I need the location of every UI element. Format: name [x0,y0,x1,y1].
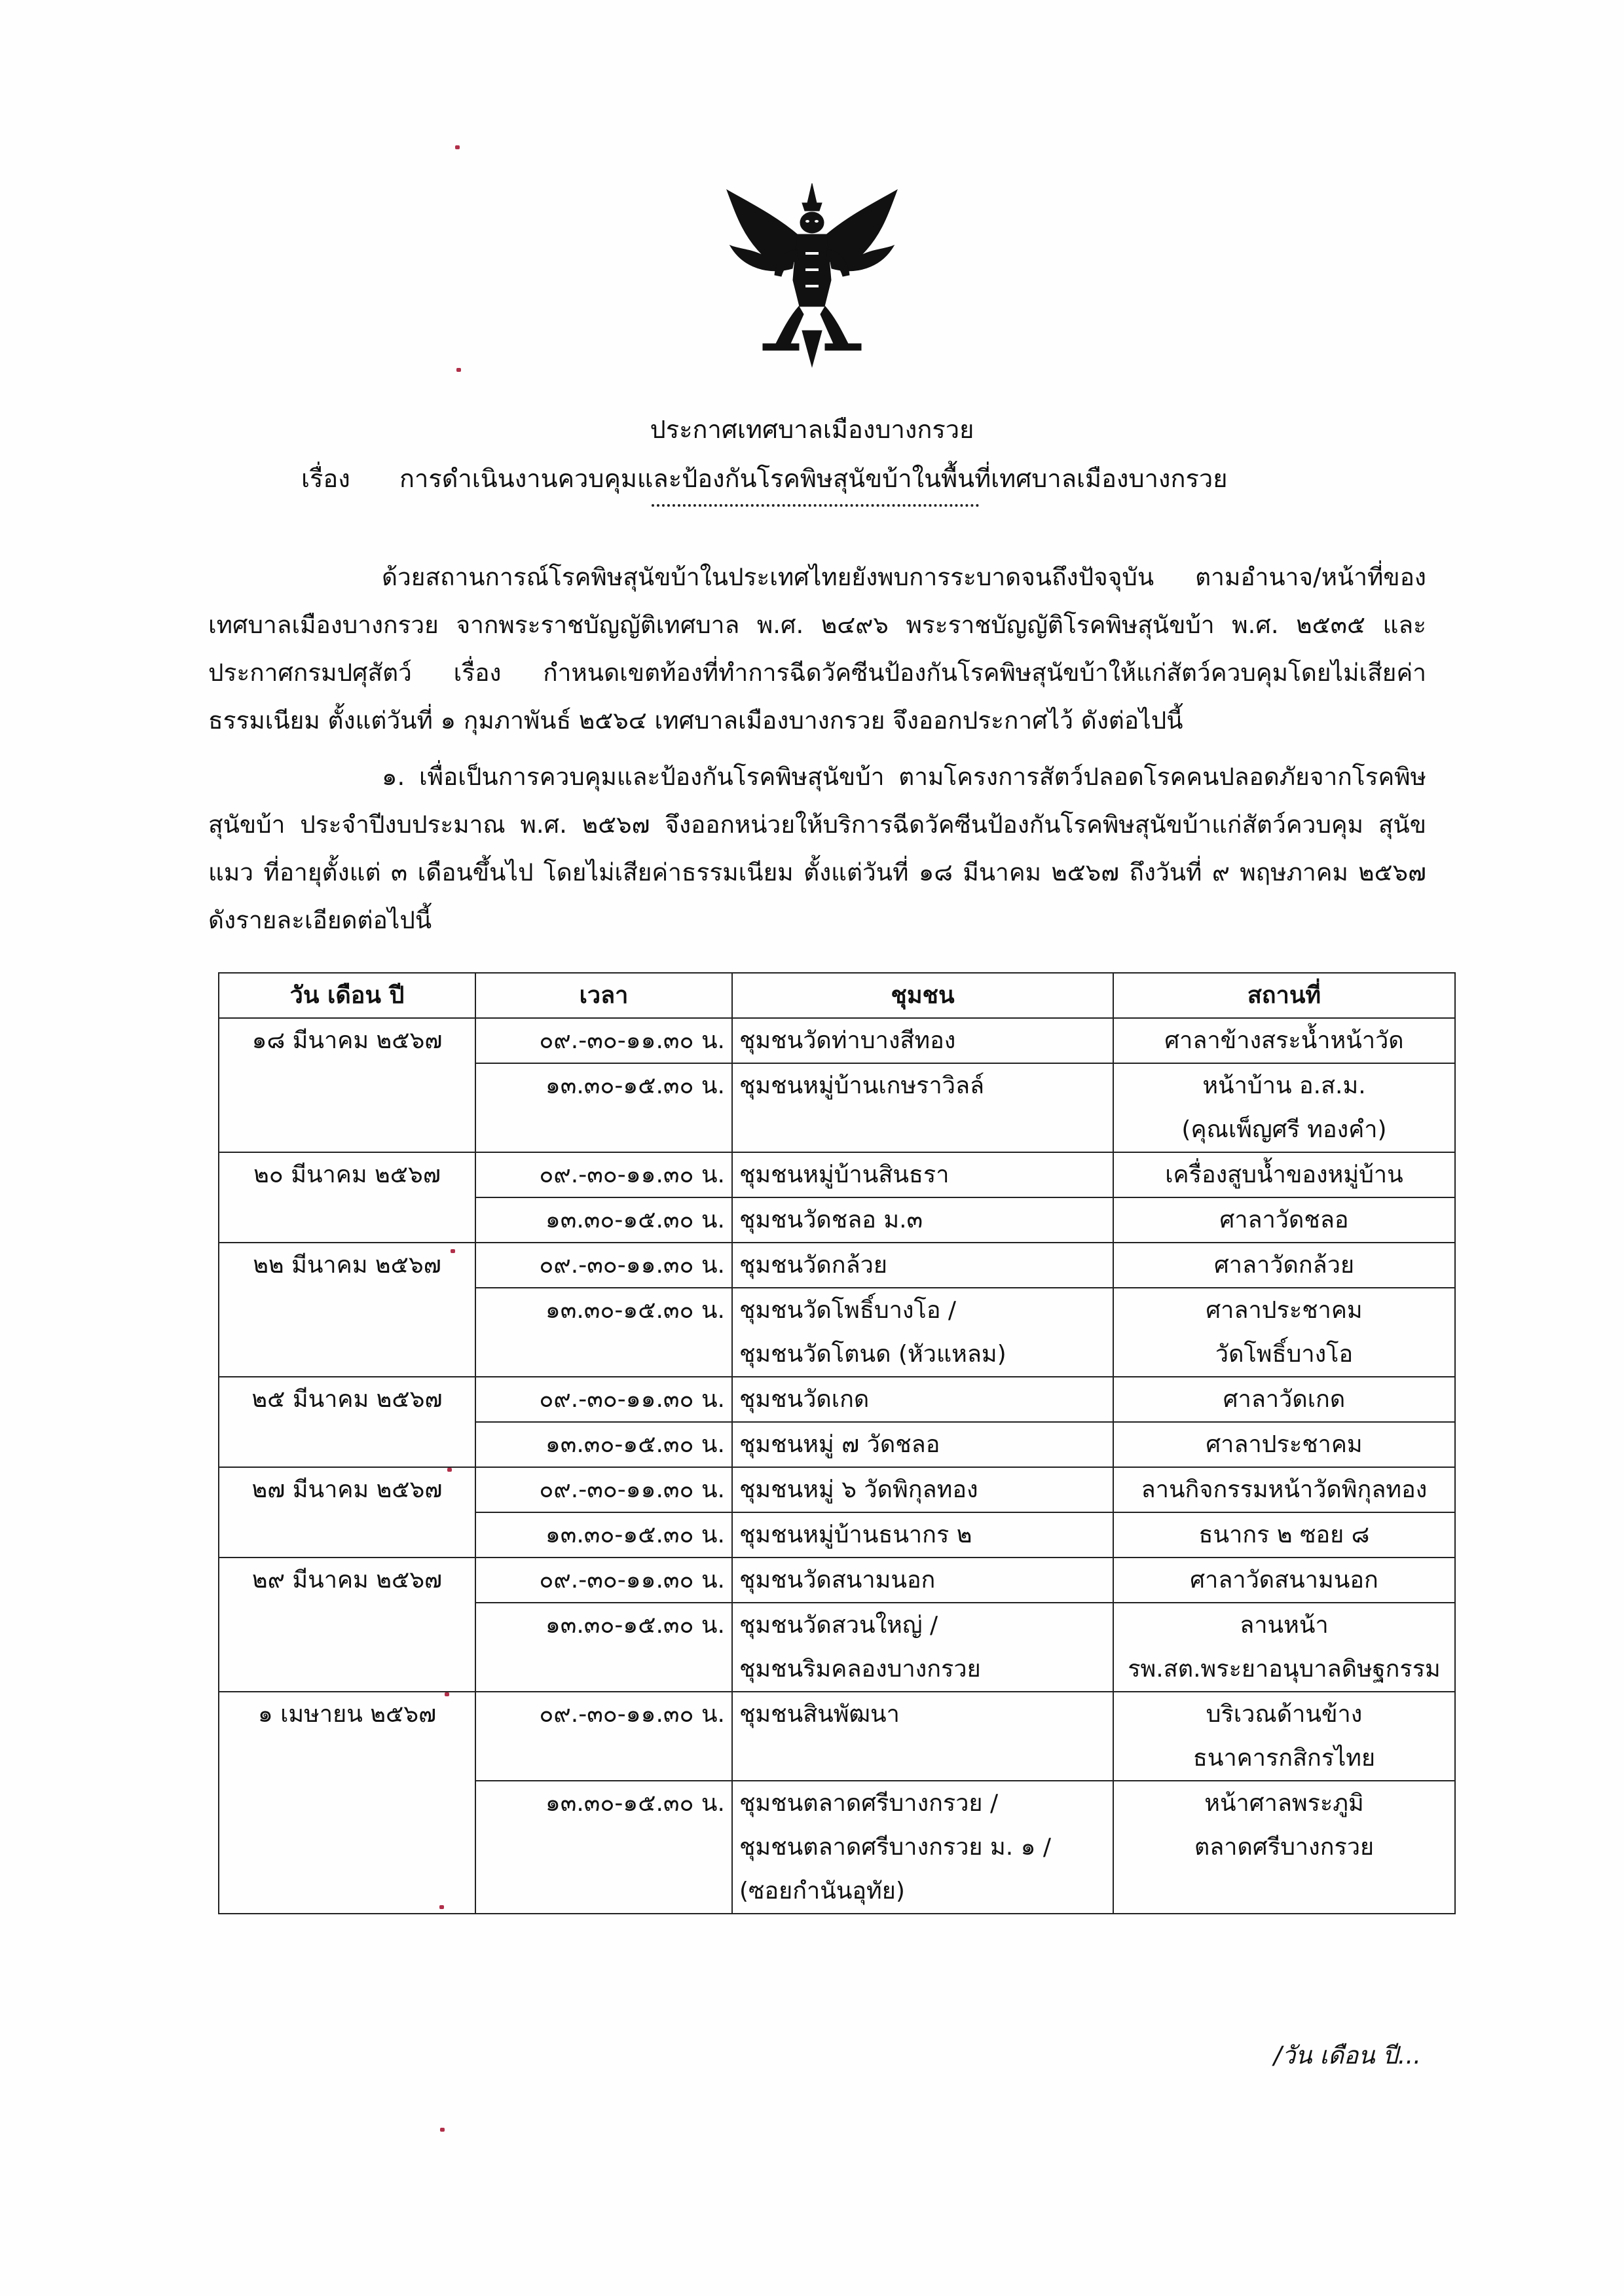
cell-community: ชุมชนสินพัฒนา [732,1692,1113,1781]
scan-speck [439,1905,444,1909]
table-row [219,1558,1455,1603]
table-row [219,1063,1455,1152]
intro-paragraph-text: ด้วยสถานการณ์โรคพิษสุนัขบ้าในประเทศไทยยังพบการระบาดจนถึงปัจจุบัน ตามอำนาจ/หน้าที่ของเทศบาลเมืองบางกรวย จากพระราชบัญญัติเทศบาล พ.ศ. ๒๔๙๖ พระราชบัญญัติโรคพิษสุนัขบ้า พ.ศ. ๒๕๓๕ และประกาศกรมปศุสัตว์ เรื่อง กำหนดเขตท้องที่ทำการฉีดวัคซีนป้องกันโรคพิษสุนัขบ้าให้แก่สัตว์ควบคุมโดยไม่เสียค่าธรรมเนียม ตั้งแต่วันที่ ๑ กุมภาพันธ์ ๒๕๖๔ เทศบาลเมืองบางกรวย จึงออกประกาศไว้ ดังต่อไปนี้ [208,563,1426,735]
subject-label: เรื่อง [301,464,350,493]
cell-place: ศาลาประชาคม วัดโพธิ์บางโอ [1113,1288,1455,1377]
cell-place: ศาลาวัดกล้วย [1113,1243,1455,1288]
cell-place: ศาลาวัดชลอ [1113,1197,1455,1243]
cell-community: ชุมชนหมู่บ้านเกษราวิลล์ [732,1063,1113,1152]
cell-place: ศาลาประชาคม [1113,1422,1455,1467]
cell-time: ๐๙.-๓๐-๑๑.๓๐ น. [475,1243,732,1288]
dotted-divider [652,504,979,507]
scan-speck [455,145,460,149]
announcement-title: ประกาศเทศบาลเมืองบางกรวย [650,415,974,444]
cell-place: หน้าบ้าน อ.ส.ม. (คุณเพ็ญศรี ทองคำ) [1113,1063,1455,1152]
cell-place: เครื่องสูบน้ำของหมู่บ้าน [1113,1152,1455,1197]
table-body [219,1018,1455,1914]
cell-time: ๐๙.-๓๐-๑๑.๓๐ น. [475,1467,732,1512]
table-row [219,1512,1455,1558]
cell-date [219,1781,475,1914]
cell-time: ๑๓.๓๐-๑๕.๓๐ น. [475,1781,732,1914]
cell-community: ชุมชนหมู่ ๗ วัดชลอ [732,1422,1113,1467]
table-row [219,1288,1455,1377]
table-row [219,1018,1455,1063]
cell-time: ๑๓.๓๐-๑๕.๓๐ น. [475,1197,732,1243]
cell-community: ชุมชนวัดชลอ ม.๓ [732,1197,1113,1243]
header-date: วัน เดือน ปี [219,973,475,1018]
cell-time: ๐๙.-๓๐-๑๑.๓๐ น. [475,1558,732,1603]
table-row [219,1422,1455,1467]
cell-date: ๒๐ มีนาคม ๒๕๖๗ [219,1152,475,1197]
cell-date: ๑๘ มีนาคม ๒๕๖๗ [219,1018,475,1063]
table-row [219,1467,1455,1512]
cell-community: ชุมชนหมู่บ้านธนากร ๒ [732,1512,1113,1558]
header-time: เวลา [475,973,732,1018]
header-place: สถานที่ [1113,973,1455,1018]
cell-date [219,1063,475,1152]
cell-place: หน้าศาลพระภูมิ ตลาดศรีบางกรวย [1113,1781,1455,1914]
table-row [219,1152,1455,1197]
cell-community: ชุมชนวัดสวนใหญ่ / ชุมชนริมคลองบางกรวย [732,1603,1113,1692]
cell-place: ธนากร ๒ ซอย ๘ [1113,1512,1455,1558]
cell-place: ศาลาข้างสระน้ำหน้าวัด [1113,1018,1455,1063]
table-row [219,1197,1455,1243]
cell-place: ศาลาวัดเกด [1113,1377,1455,1422]
cell-time: ๐๙.-๓๐-๑๑.๓๐ น. [475,1377,732,1422]
continuation-note: /วัน เดือน ปี... [1274,2041,1422,2069]
cell-place: ลานกิจกรรมหน้าวัดพิกุลทอง [1113,1467,1455,1512]
subject-line [301,458,1228,498]
cell-date: ๑ เมษายน ๒๕๖๗ [219,1692,475,1781]
table-row [219,1243,1455,1288]
cell-community: ชุมชนวัดโพธิ์บางโอ / ชุมชนวัดโตนด (หัวแหลม) [732,1288,1113,1377]
table-row [219,1377,1455,1422]
scan-speck [440,2128,445,2132]
cell-time: ๐๙.-๓๐-๑๑.๓๐ น. [475,1692,732,1781]
table-header-row [219,973,1455,1018]
cell-time: ๑๓.๓๐-๑๕.๓๐ น. [475,1422,732,1467]
cell-time: ๐๙.-๓๐-๑๑.๓๐ น. [475,1152,732,1197]
header-community: ชุมชน [732,973,1113,1018]
cell-place: บริเวณด้านข้าง ธนาคารกสิกรไทย [1113,1692,1455,1781]
intro-paragraph [208,553,1426,744]
cell-date [219,1512,475,1558]
cell-community: ชุมชนวัดสนามนอก [732,1558,1113,1603]
cell-date [219,1197,475,1243]
table-row [219,1781,1455,1914]
cell-date: ๒๙ มีนาคม ๒๕๖๗ [219,1558,475,1603]
cell-place: ศาลาวัดสนามนอก [1113,1558,1455,1603]
cell-date: ๒๗ มีนาคม ๒๕๖๗ [219,1467,475,1512]
scan-speck [456,368,461,372]
table-row [219,1692,1455,1781]
garuda-emblem-icon [724,177,900,373]
vaccination-schedule-table [218,972,1456,1914]
cell-time: ๑๓.๓๐-๑๕.๓๐ น. [475,1288,732,1377]
scan-speck [451,1249,455,1253]
cell-community: ชุมชนวัดท่าบางสีทอง [732,1018,1113,1063]
cell-date [219,1288,475,1377]
cell-date [219,1422,475,1467]
cell-date: ๒๕ มีนาคม ๒๕๖๗ [219,1377,475,1422]
cell-time: ๑๓.๓๐-๑๕.๓๐ น. [475,1512,732,1558]
scan-speck [445,1692,449,1696]
cell-time: ๑๓.๓๐-๑๕.๓๐ น. [475,1603,732,1692]
cell-time: ๐๙.-๓๐-๑๑.๓๐ น. [475,1018,732,1063]
cell-date: ๒๒ มีนาคม ๒๕๖๗ [219,1243,475,1288]
scan-speck [447,1468,452,1472]
cell-date [219,1603,475,1692]
cell-time: ๑๓.๓๐-๑๕.๓๐ น. [475,1063,732,1152]
cell-community: ชุมชนวัดกล้วย [732,1243,1113,1288]
table-row [219,1603,1455,1692]
subject-text: การดำเนินงานควบคุมและป้องกันโรคพิษสุนัขบ้าในพื้นที่เทศบาลเมืองบางกรวย [399,464,1228,493]
item-one-paragraph [208,753,1426,944]
cell-community: ชุมชนหมู่ ๖ วัดพิกุลทอง [732,1467,1113,1512]
cell-community: ชุมชนตลาดศรีบางกรวย / ชุมชนตลาดศรีบางกรวย ม. ๑ / (ซอยกำนันอุทัย) [732,1781,1113,1914]
cell-community: ชุมชนวัดเกด [732,1377,1113,1422]
cell-place: ลานหน้า รพ.สต.พระยาอนุบาลดิษฐกรรม [1113,1603,1455,1692]
item-one-paragraph-text: ๑. เพื่อเป็นการควบคุมและป้องกันโรคพิษสุนัขบ้า ตามโครงการสัตว์ปลอดโรคคนปลอดภัยจากโรคพิษสุนัขบ้า ประจำปีงบประมาณ พ.ศ. ๒๕๖๗ จึงออกหน่วยให้บริการฉีดวัคซีนป้องกันโรคพิษสุนัขบ้าแก่สัตว์ควบคุม สุนัข แมว ที่อายุตั้งแต่ ๓ เดือนขึ้นไป โดยไม่เสียค่าธรรมเนียม ตั้งแต่วันที่ ๑๘ มีนาคม ๒๕๖๗ ถึงวันที่ ๙ พฤษภาคม ๒๕๖๗ ดังรายละเอียดต่อไปนี้ [208,763,1426,934]
cell-community: ชุมชนหมู่บ้านสินธรา [732,1152,1113,1197]
